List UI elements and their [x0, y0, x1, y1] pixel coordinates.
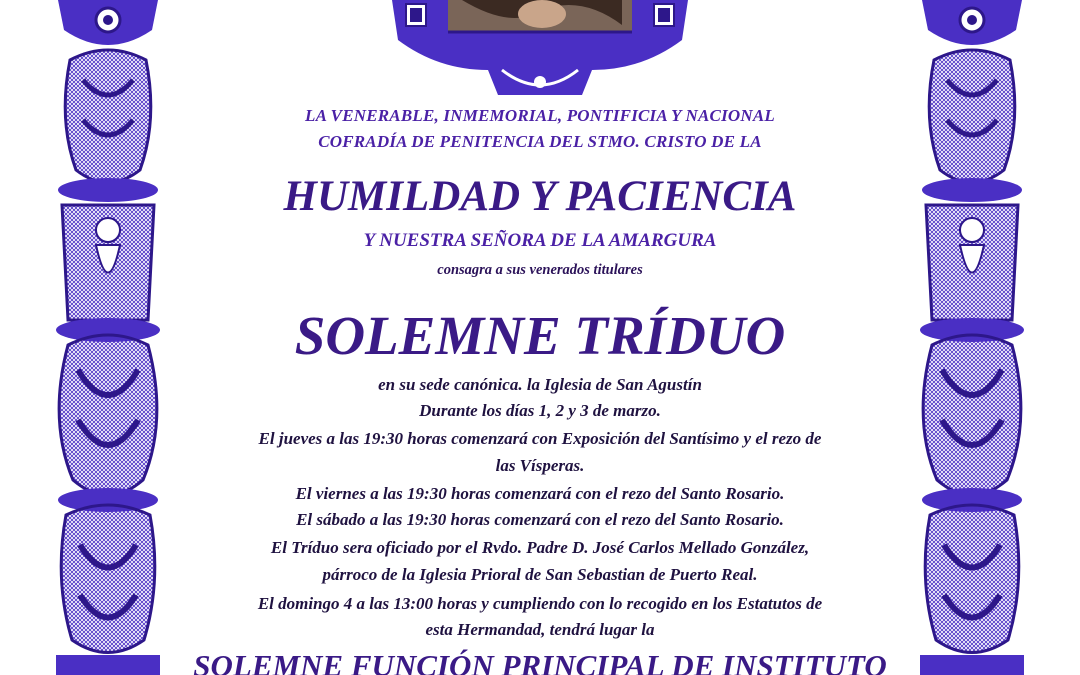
header-line-1: LA VENERABLE, INMEMORIAL, PONTIFICIA Y NACIONAL	[305, 106, 775, 125]
body-line: esta Hermandad, tendrá lugar la	[425, 620, 655, 639]
body-line: El viernes a las 19:30 horas comenzará con el rezo del Santo Rosario.	[295, 484, 785, 503]
body-line: El domingo 4 a las 13:00 horas y cumpliendo con lo recogido en los Estatutos de	[257, 594, 823, 613]
main-title: HUMILDAD Y PACIENCIA	[283, 173, 797, 220]
event-title: SOLEMNE TRÍDUO	[294, 305, 786, 366]
body-line: El sábado a las 19:30 horas comenzará con el rezo del Santo Rosario.	[296, 510, 784, 529]
body-line: Durante los días 1, 2 y 3 de marzo.	[419, 401, 661, 420]
body-line: en su sede canónica. la Iglesia de San Agustín	[378, 375, 702, 394]
footer-title: SOLEMNE FUNCIÓN PRINCIPAL DE INSTITUTO	[193, 648, 887, 675]
left-ornamental-column-icon	[48, 0, 168, 675]
header-line-2: COFRADÍA DE PENITENCIA DEL STMO. CRISTO DE LA	[318, 132, 762, 151]
right-ornamental-column-icon	[912, 0, 1032, 675]
body-line: El Tríduo sera oficiado por el Rvdo. Padre D. José Carlos Mellado González,	[270, 538, 810, 557]
body-line: El jueves a las 19:30 horas comenzará con Exposición del Santísimo y el rezo de	[258, 429, 822, 448]
tagline: consagra a sus venerados titulares	[437, 262, 643, 278]
body-line: párroco de la Iglesia Prioral de San Sebastian de Puerto Real.	[322, 565, 758, 584]
subtitle: Y NUESTRA SEÑORA DE LA AMARGURA	[363, 230, 717, 251]
body-line: las Vísperas.	[495, 456, 585, 475]
framed-image-icon	[392, 0, 688, 100]
